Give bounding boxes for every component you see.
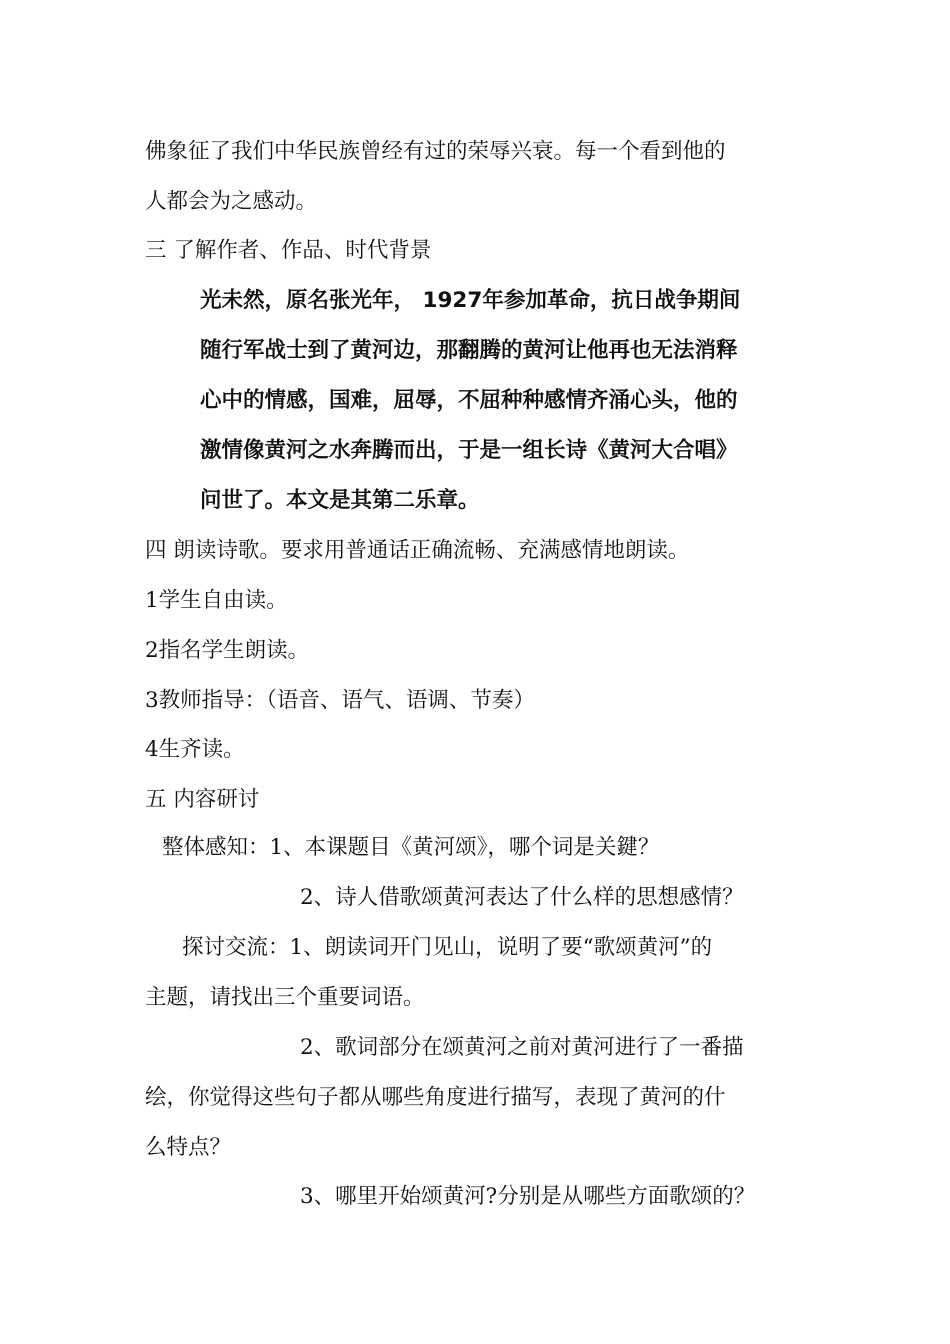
question-line: 么特点？ [145, 1135, 232, 1160]
question-line: 2、诗人借歌颂黄河表达了什么样的思想感情？ [300, 885, 744, 910]
bold-paragraph-line: 激情像黄河之水奔腾而出，于是一组长诗《黄河大合唱》 [200, 438, 738, 463]
bold-paragraph-line: 光未然，原名张光年， 1927年参加革命，抗日战争期间 [200, 288, 741, 313]
list-item: 2指名学生朗读。 [145, 638, 310, 663]
bold-paragraph-line: 心中的情感，国难，屈辱，不屈种种感情齐涌心头，他的 [200, 388, 738, 413]
question-line: 3、哪里开始颂黄河?分别是从哪些方面歌颂的？ [300, 1184, 756, 1209]
list-item: 3教师指导：（语音、语气、语调、节奏） [145, 688, 535, 713]
question-line: 2、歌词部分在颂黄河之前对黄河进行了一番描 [300, 1035, 744, 1060]
paragraph-line: 佛象征了我们中华民族曾经有过的荣辱兴衰。每一个看到他的 [145, 139, 726, 164]
section-heading: 三 了解作者、作品、时代背景 [145, 238, 432, 263]
list-item: 1学生自由读。 [145, 588, 288, 613]
bold-paragraph-line: 问世了。本文是其第二乐章。 [200, 488, 480, 513]
question-line: 绘，你觉得这些句子都从哪些角度进行描写，表现了黄河的什 [145, 1085, 726, 1110]
question-line: 探讨交流：1、朗读词开门见山，说明了要“歌颂黄河”的 [182, 935, 713, 960]
question-line: 主题，请找出三个重要词语。 [145, 985, 425, 1010]
paragraph-line: 人都会为之感动。 [145, 189, 318, 214]
section-heading: 五 内容研讨 [145, 787, 260, 812]
list-item: 4生齐读。 [145, 737, 245, 762]
bold-paragraph-line: 随行军战士到了黄河边，那翻腾的黄河让他再也无法消释 [200, 338, 738, 363]
section-heading: 四 朗读诗歌。要求用普通话正确流畅、充满感情地朗读。 [145, 538, 690, 563]
question-line: 整体感知：1、本课题目《黄河颂》，哪个词是关鍵？ [162, 835, 660, 860]
